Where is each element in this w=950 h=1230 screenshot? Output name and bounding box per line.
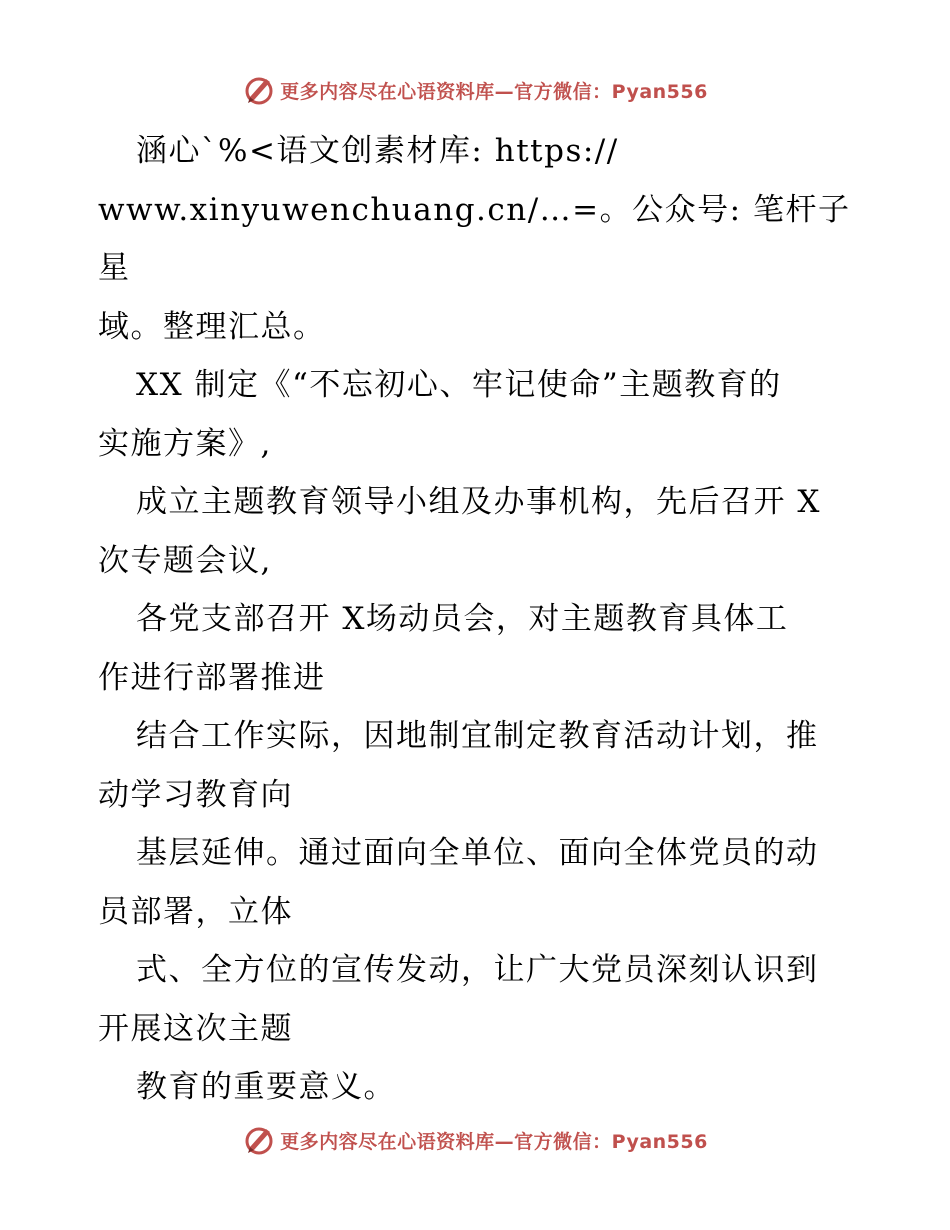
banner-text: 更多内容尽在心语资料库—官方微信：Pyan556 bbox=[280, 1130, 708, 1153]
footer-banner bbox=[0, 1120, 950, 1160]
text-line: 教育的重要意义。 bbox=[136, 1069, 396, 1105]
text-line: 实施方案》, bbox=[98, 425, 272, 462]
text-line: 各党支部召开 X场动员会，对主题教育具体工 bbox=[136, 601, 789, 637]
text-line: 员部署，立体 bbox=[98, 893, 293, 930]
text-line: 基层延伸。通过面向全单位、面向全体党员的动 bbox=[136, 835, 819, 871]
text-line: 结合工作实际，因地制宜制定教育活动计划，推 bbox=[136, 718, 819, 754]
text-line: 涵心`%<语文创素材库: https:// bbox=[136, 133, 619, 169]
header-banner bbox=[0, 70, 950, 110]
text-line: 作进行部署推进 bbox=[98, 659, 326, 696]
text-line: 次专题会议, bbox=[98, 542, 272, 579]
text-line: 动学习教育向 bbox=[98, 776, 293, 813]
document-body bbox=[98, 122, 858, 1117]
text-line: 成立主题教育领导小组及办事机构，先后召开 X bbox=[136, 484, 821, 520]
wechat-id: Pyan556 bbox=[611, 1130, 708, 1153]
banner-text: 更多内容尽在心语资料库—官方微信：Pyan556 bbox=[280, 80, 708, 103]
text-line: 式、全方位的宣传发动，让广大党员深刻认识到 bbox=[136, 952, 819, 988]
wechat-id: Pyan556 bbox=[611, 80, 708, 103]
text-line: 开展这次主题 bbox=[98, 1010, 293, 1047]
text-line: XX 制定《“不忘初心、牢记使命”主题教育的 bbox=[136, 367, 782, 403]
pen-logo-icon bbox=[242, 1123, 276, 1157]
pen-logo-icon bbox=[242, 73, 276, 107]
text-line: www.xinyuwenchuang.cn/…=。公众号: 笔杆子星 bbox=[98, 191, 851, 286]
text-line: 域。整理汇总。 bbox=[98, 308, 326, 345]
